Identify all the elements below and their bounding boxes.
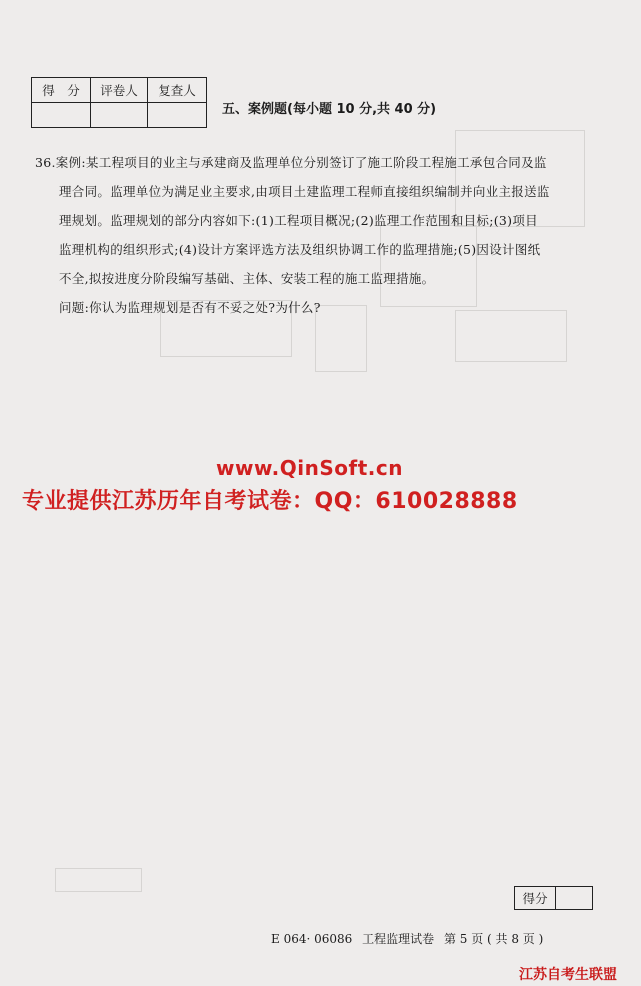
grading-header-score: 得 分 bbox=[32, 78, 91, 103]
score-box-label: 得分 bbox=[515, 887, 556, 910]
question-prompt: 问题:你认为监理规划是否有不妥之处?为什么? bbox=[59, 300, 321, 315]
footer-title: 工程监理试卷 bbox=[362, 932, 435, 946]
corner-brand: 江苏自考生联盟 bbox=[519, 967, 617, 983]
section-title: 五、案例题(每小题 10 分,共 40 分) bbox=[222, 102, 437, 117]
grading-cell-score[interactable] bbox=[32, 103, 91, 128]
question-line: 理规划。监理规划的部分内容如下:(1)工程项目概况;(2)监理工作范围和目标;(3)项目 bbox=[59, 213, 538, 228]
grading-header-grader: 评卷人 bbox=[91, 78, 148, 103]
bleed-through-frame bbox=[55, 868, 142, 892]
footer-page: 第 5 页 ( 共 8 页 ) bbox=[443, 932, 544, 946]
grading-cell-reviewer[interactable] bbox=[148, 103, 207, 128]
question-line: 理合同。监理单位为满足业主要求,由项目土建监理工程师直接组织编制并向业主报送监 bbox=[59, 184, 550, 199]
grading-cell-grader[interactable] bbox=[91, 103, 148, 128]
question-line bbox=[35, 148, 605, 177]
question-line: 监理机构的组织形式;(4)设计方案评选方法及组织协调工作的监理措施;(5)因设计图纸 bbox=[59, 242, 541, 257]
question-number: 36. bbox=[35, 155, 56, 170]
question-line: 不全,拟按进度分阶段编写基础、主体、安装工程的施工监理措施。 bbox=[59, 271, 435, 286]
grading-table bbox=[31, 77, 207, 128]
page-footer bbox=[271, 930, 549, 947]
question-text: 案例:某工程项目的业主与承建商及监理单位分别签订了施工阶段工程施工承包合同及监 bbox=[55, 155, 547, 170]
footer-code: E 064· 06086 bbox=[271, 932, 353, 946]
watermark-advert: 专业提供江苏历年自考试卷：QQ：610028888 bbox=[22, 489, 518, 514]
score-box-value[interactable] bbox=[556, 887, 593, 910]
score-box bbox=[514, 886, 593, 910]
watermark-url: www.QinSoft.cn bbox=[216, 456, 403, 480]
question-36 bbox=[35, 148, 605, 322]
grading-header-reviewer: 复查人 bbox=[148, 78, 207, 103]
